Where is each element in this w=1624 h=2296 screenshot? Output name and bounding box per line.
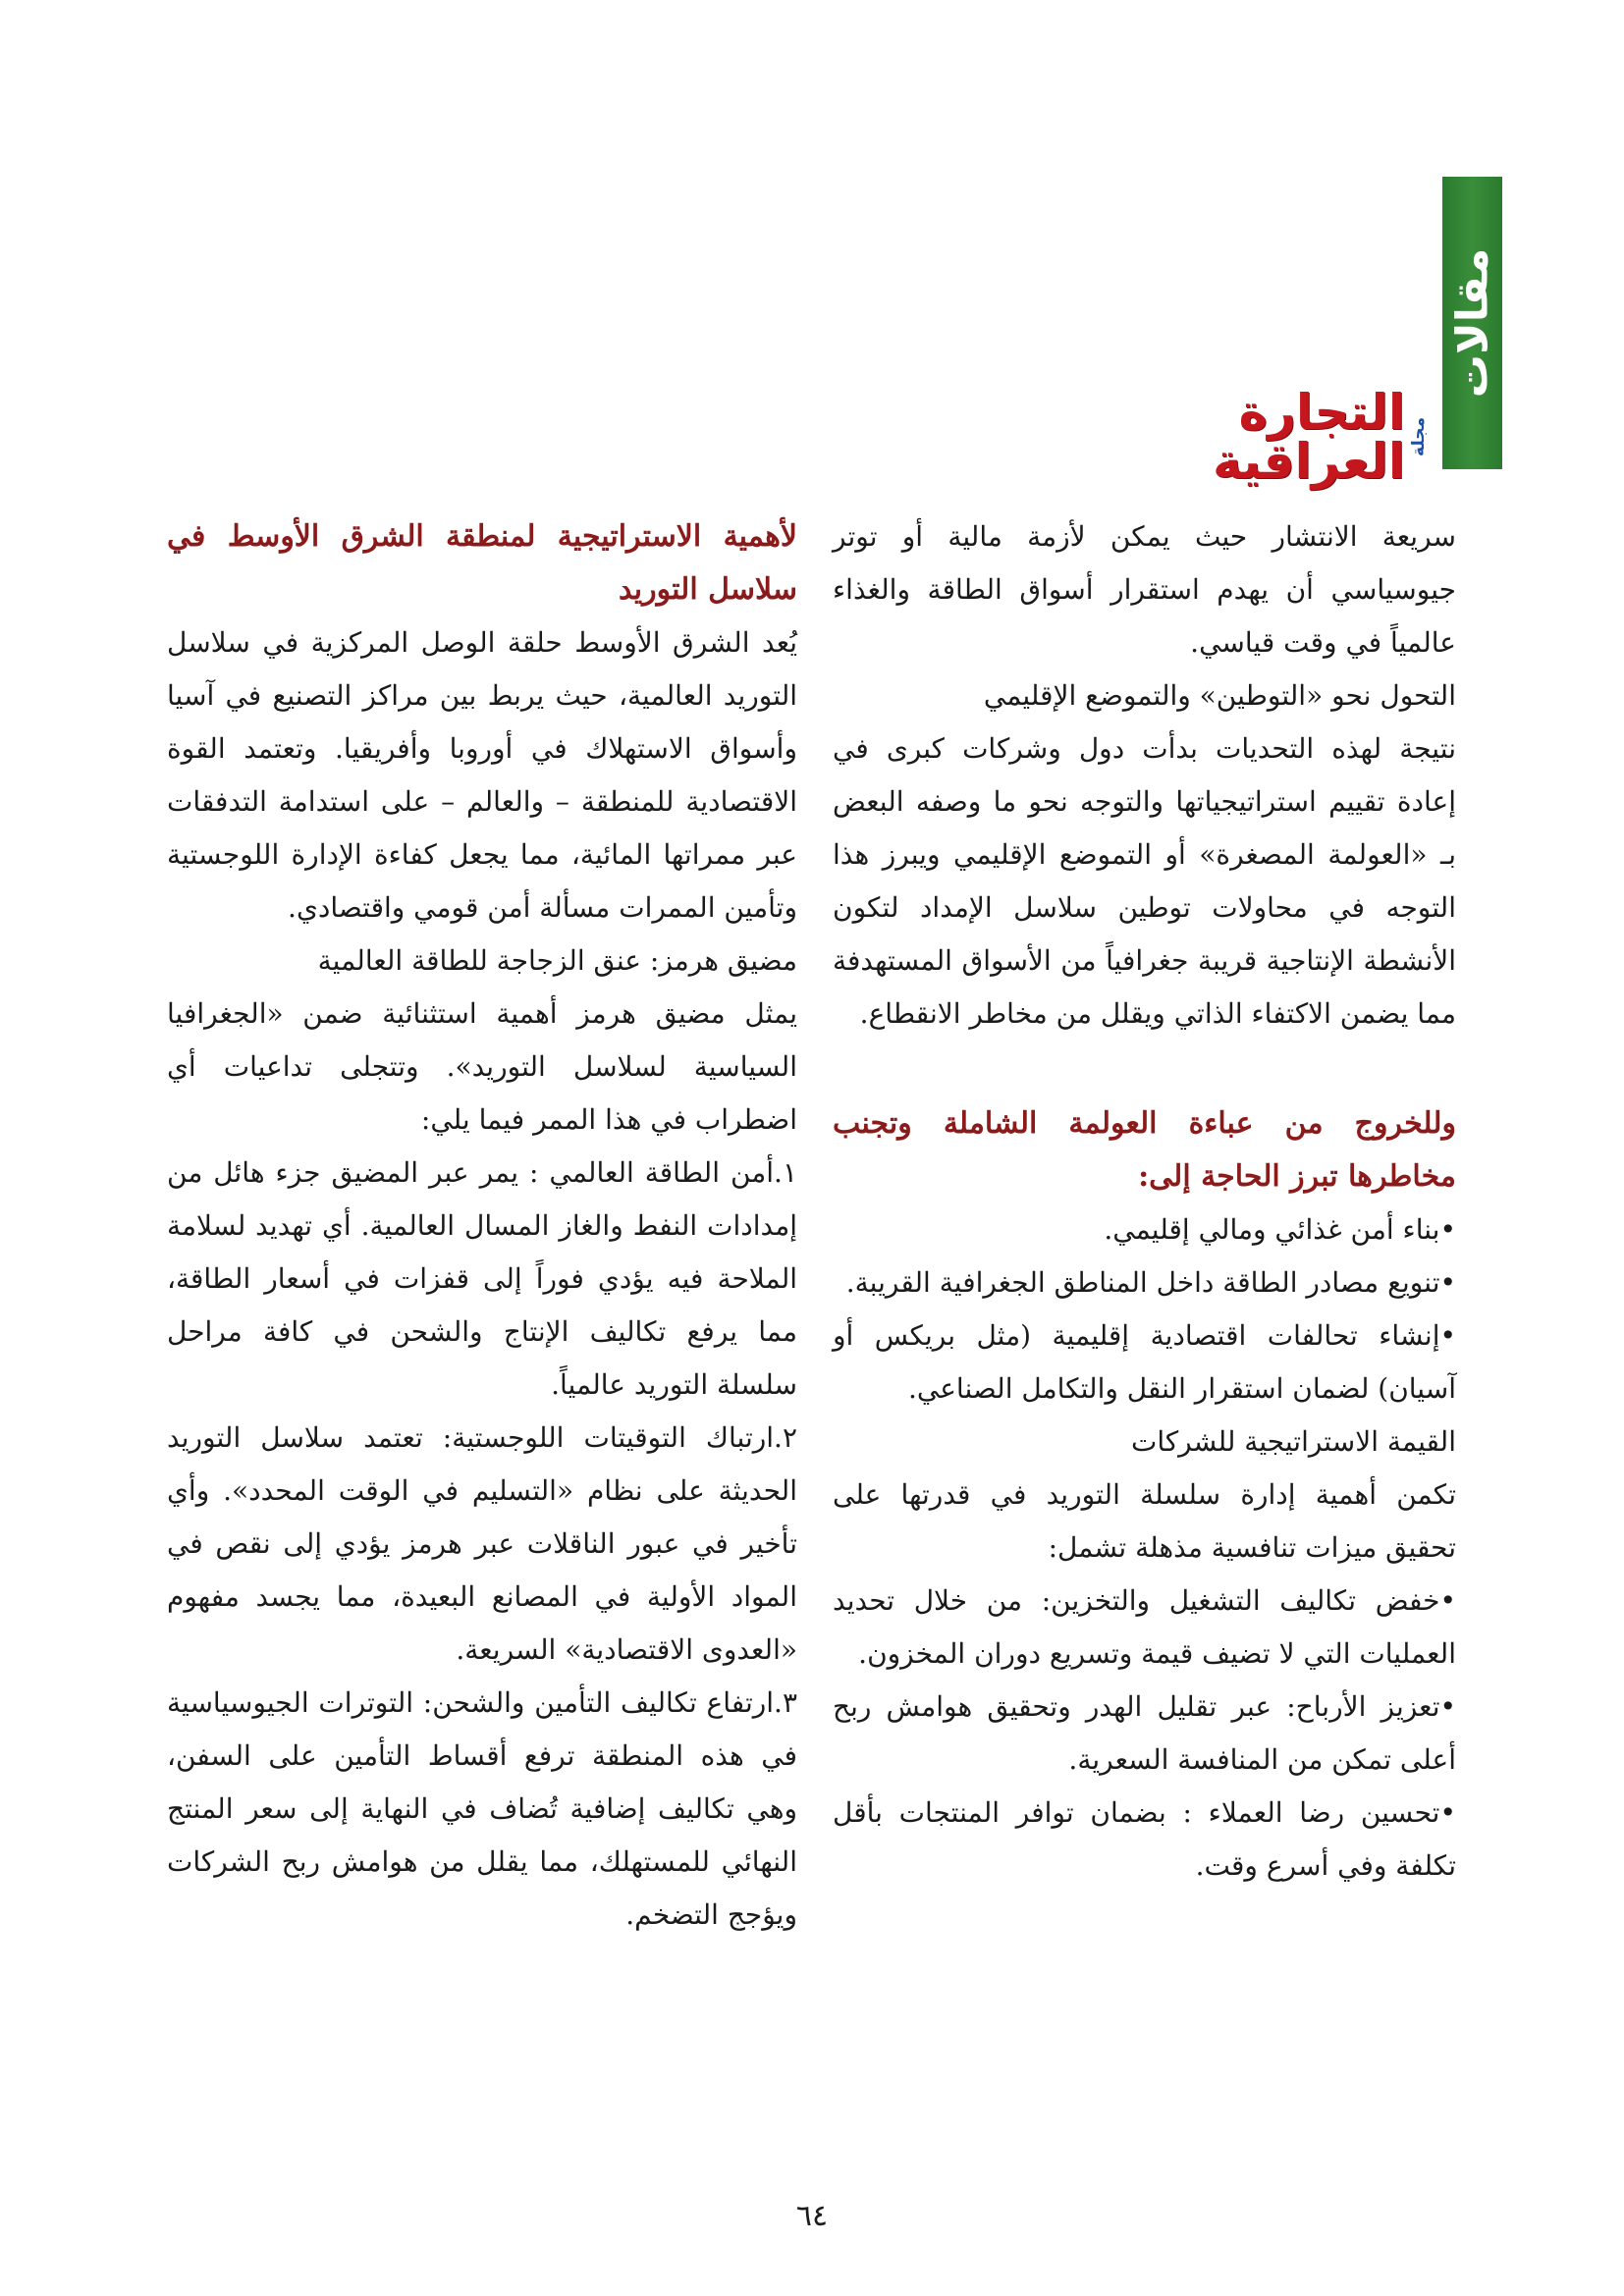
left-column — [167, 510, 797, 1942]
numbered-item: ٢.ارتباك التوقيتات اللوجستية: تعتمد سلاسل التوريد الحديثة على نظام «التسليم في الوقت المحدد». وأي تأخير في عبور الناقلات عبر هرمز يؤدي إلى نقص في المواد الأولية في المصانع البعيدة، مما يجسد مفهوم «العدوى الاقتصادية» السريعة. — [167, 1421, 797, 1666]
right-column — [833, 510, 1456, 1893]
paragraph: سريعة الانتشار حيث يمكن لأزمة مالية أو توتر جيوسياسي أن يهدم استقرار أسواق الطاقة والغذاء عالمياً في وقت قياسي. — [833, 520, 1456, 659]
paragraph: نتيجة لهذه التحديات بدأت دول وشركات كبرى في إعادة تقييم استراتيجياتها والتوجه نحو ما وصفه البعض بـ «العولمة المصغرة» أو التموضع الإقليمي ويبرز هذا التوجه في محاولات توطين سلاسل الإمداد لتكون الأنشطة الإنتاجية قريبة جغرافياً من الأسواق المستهدفة مما يضمن الاكتفاء الذاتي ويقلل من مخاطر الانقطاع. — [833, 732, 1456, 1030]
paragraph: يُعد الشرق الأوسط حلقة الوصل المركزية في سلاسل التوريد العالمية، حيث يربط بين مراكز التصنيع في آسيا وأسواق الاستهلاك في أوروبا وأفريقيا. وتعتمد القوة الاقتصادية للمنطقة – والعالم – على استدامة التدفقات عبر ممراتها المائية، مما يجعل كفاءة الإدارة اللوجستية وتأمين الممرات مسألة أمن قومي واقتصادي. — [167, 626, 797, 924]
bullet-item: •تنويع مصادر الطاقة داخل المناطق الجغرافية القريبة. — [845, 1266, 1456, 1299]
bullet-item: •تعزيز الأرباح: عبر تقليل الهدر وتحقيق هوامش ربح أعلى تمكن من المنافسة السعرية. — [833, 1690, 1456, 1776]
paragraph: تكمن أهمية إدارة سلسلة التوريد في قدرتها على تحقيق ميزات تنافسية مذهلة تشمل: — [833, 1478, 1456, 1564]
bullet-item: •بناء أمن غذائي ومالي إقليمي. — [1104, 1213, 1456, 1246]
numbered-item: ٣.ارتفاع تكاليف التأمين والشحن: التوترات الجيوسياسية في هذه المنطقة ترفع أقساط التأمين على السفن، وهي تكاليف إضافية تُضاف في النهاية إلى سعر المنتج النهائي للمستهلك، مما يقلل من هوامش ربح الشركات ويؤجج التضخم. — [167, 1686, 797, 1931]
subheading: القيمة الاستراتيجية للشركات — [1130, 1425, 1456, 1458]
section-heading: لأهمية الاستراتيجية لمنطقة الشرق الأوسط في سلاسل التوريد — [167, 519, 797, 607]
bullet-item: •خفض تكاليف التشغيل والتخزين: من خلال تحديد العمليات التي لا تضيف قيمة وتسريع دوران المخزون. — [833, 1584, 1456, 1670]
bullet-item: •إنشاء تحالفات اقتصادية إقليمية (مثل بريكس أو آسيان) لضمان استقرار النقل والتكامل الصناعي. — [833, 1319, 1456, 1405]
page-number: ٦٤ — [795, 2199, 829, 2233]
section-tab-label: مقالات — [1447, 247, 1497, 399]
numbered-item: ١.أمن الطاقة العالمي : يمر عبر المضيق جزء هائل من إمدادات النفط والغاز المسال العالمية. أي تهديد لسلامة الملاحة فيه يؤدي فوراً إلى قفزات في أسعار الطاقة، مما يرفع تكاليف الإنتاج والشحن في كافة مراحل سلسلة التوريد عالمياً. — [167, 1156, 797, 1401]
logo-small-text: مجلة — [1409, 416, 1429, 457]
subheading: مضيق هرمز: عنق الزجاجة للطاقة العالمية — [317, 944, 797, 977]
magazine-logo — [1080, 384, 1429, 490]
paragraph: يمثل مضيق هرمز أهمية استثنائية ضمن «الجغرافيا السياسية لسلاسل التوريد». وتتجلى تداعيات أي اضطراب في هذا الممر فيما يلي: — [167, 997, 797, 1136]
section-tab — [1442, 177, 1502, 469]
spacer — [833, 1041, 1456, 1097]
bullet-item: •تحسين رضا العملاء : بضمان توافر المنتجات بأقل تكلفة وفي أسرع وقت. — [833, 1796, 1456, 1882]
subheading: التحول نحو «التوطين» والتموضع الإقليمي — [983, 679, 1456, 712]
section-heading: وللخروج من عباءة العولمة الشاملة وتجنب مخاطرها تبرز الحاجة إلى: — [833, 1106, 1456, 1194]
logo-main-text: التجارة العراقية — [1213, 384, 1405, 490]
